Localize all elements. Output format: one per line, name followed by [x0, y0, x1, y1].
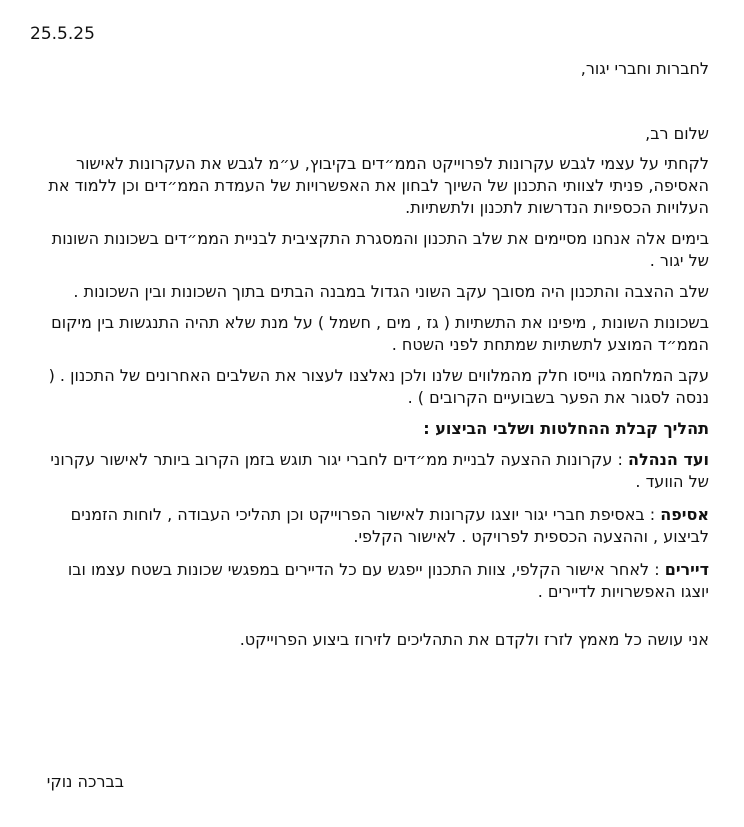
letter-body: [38, 58, 709, 651]
step-label: ועד הנהלה: [627, 450, 709, 469]
paragraph-intro: לקחתי על עצמי לגבש עקרונות לפרוייקט הממ״דים בקיבוץ, ע״מ לגבש את העקרונות לאישור האסיפה, פניתי לצוותי התכנון של השיוך לבחון את האפשרויות של העמדת הממ״דים וכן ללמוד את העלויות הכספיות הנדרשות לתכנון ולתשתיות.: [48, 154, 709, 217]
greeting-line: שלום רב,: [645, 124, 709, 143]
process-section-title: תהליך קבלת ההחלטות ושלבי הביצוע :: [423, 419, 709, 438]
paragraph-planning-status: בימים אלה אנחנו מסיימים את שלב התכנון והמסגרת התקציבית לבניית הממ״דים בשכונות השונות של יגור .: [51, 229, 709, 270]
step-label: אסיפה: [660, 505, 709, 524]
step-text: : באסיפת חברי יגור יוצגו עקרונות לאישור הפרוייקט וכן תהליכי העבודה , לוחות הזמנים לביצוע , וההצעה הכספית לפרויקט . לאישור הקלפי.: [70, 505, 709, 546]
closing-line: אני עושה כל מאמץ לזרז ולקדם את התהליכים לזירוז ביצוע הפרוייקט.: [239, 630, 709, 649]
step-management-committee: [38, 449, 709, 493]
step-text: : לאחר אישור הקלפי, צוות התכנון ייפגש עם כל הדיירים במפגשי שכונות בשטח עצמו ובו יוצגו האפשרויות לדיירים .: [67, 560, 709, 601]
step-text: : עקרונות ההצעה לבניית ממ״דים לחברי יגור תוגש בזמן הקרוב ביותר לאישור עקרוני של הוועד .: [50, 450, 709, 491]
step-label: דיירים: [664, 560, 709, 579]
letter-date: 25.5.25: [30, 24, 95, 44]
signature-line: בברכה נוקי: [46, 772, 124, 791]
step-residents: [38, 559, 709, 603]
paragraph-infrastructure: בשכונות השונות , מיפינו את התשתיות ( גז , מים , חשמל ) על מנת שלא תהיה התנגשות בין מיקום הממ״ד המוצע לתשתיות שמתחת לפני השטח .: [51, 313, 709, 354]
paragraph-war-delay: עקב המלחמה גוייסו חלק מהמלווים שלנו ולכן נאלצנו לעצור את השלבים האחרונים של התכנון . ( ננסה לסגור את הפער בשבועיים הקרובים ) .: [48, 366, 709, 407]
step-assembly: [38, 504, 709, 548]
addressee-line: לחברות וחברי יגור,: [580, 59, 709, 78]
paragraph-complexity: שלב ההצבה והתכנון היה מסובך עקב השוני הגדול במבנה הבתים בתוך השכונות ובין השכונות .: [73, 282, 709, 301]
